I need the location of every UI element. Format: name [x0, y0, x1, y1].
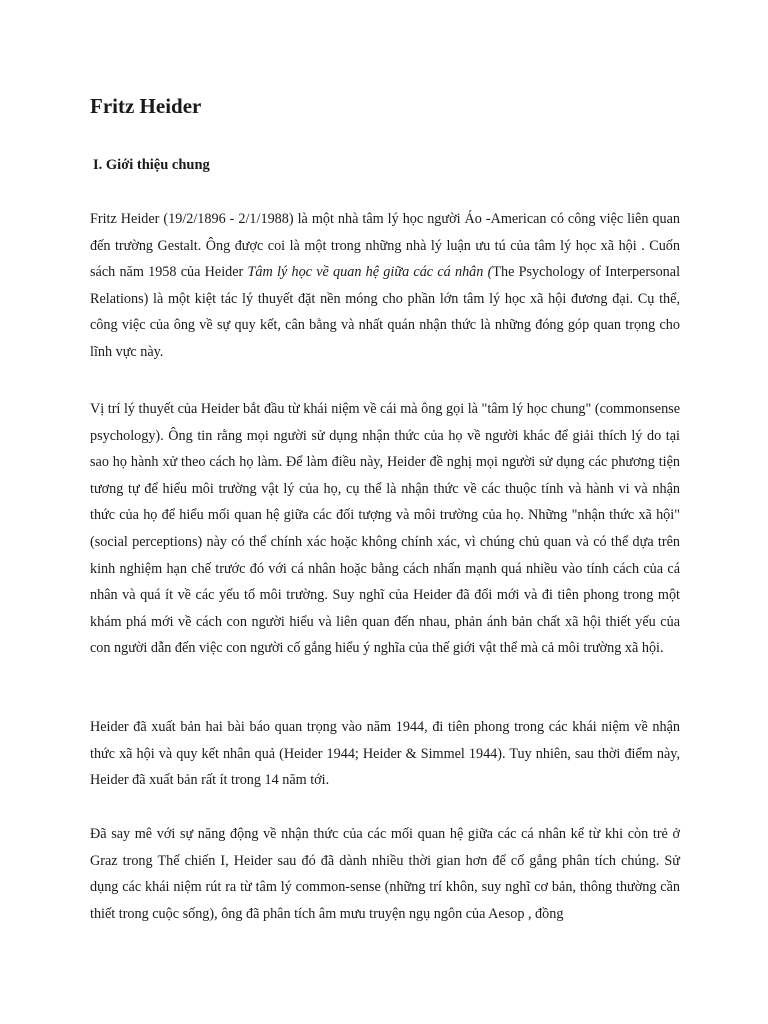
page-title: Fritz Heider	[90, 94, 202, 118]
section-heading: I. Giới thiệu chung	[93, 157, 210, 173]
book-title: Tâm lý học về quan hệ giữa các cá nhân (	[247, 264, 493, 281]
paragraph-commonsense: Vị trí lý thuyết của Heider bắt đầu từ khái niệm về cái mà ông gọi là "tâm lý học chung" (commonsense psychology). Ông tin rằng mọi người sử dụng nhận thức của họ về người khác để giải thích lý do tại sao họ hành xử theo cách họ làm. Để làm điều này, Heider đề nghị mọi người sử dụng các phương tiện tương tự để hiểu môi trường vật lý của họ, cụ thể là nhận thức về các thuộc tính và hành vi và nhận thức của họ để hiểu mối quan hệ giữa các đối tượng và môi trường của họ. Những "nhận thức xã hội" (social perceptions) này có thể chính xác hoặc không chính xác, vì chúng chủ quan và có thể dựa trên kinh nghiệm hạn chế trước đó với cá nhân hoặc bằng cách nhấn mạnh quá nhiều vào tính cách của cá nhân và quá ít về các yếu tố môi trường. Suy nghĩ của Heider đã đổi mới và đi tiên phong trong một khám phá mới về cách con người hiểu và liên quan đến nhau, phản ánh bản chất xã hội thiết yếu của con người dẫn đến việc con người cố gắng hiểu ý nghĩa của thế giới vật thể mà cả môi trường xã hội.	[90, 401, 680, 657]
paragraph-intro-text-cont: The Psychology of Interpersonal Relations) là một kiệt tác lý thuyết đặt nền móng cho phần lớn tâm lý học xã hội đương đại. Cụ thể, công việc của ông về sự quy kết, cân bằng và nhất quán nhận thức là những đóng góp quan trọng cho lĩnh vực này.	[90, 264, 681, 360]
paragraph-publications: Heider đã xuất bản hai bài báo quan trọng vào năm 1944, đi tiên phong trong các khái niệm về nhận thức xã hội và quy kết nhân quả (Heider 1944; Heider & Simmel 1944). Tuy nhiên, sau thời điểm này, Heider đã xuất bản rất ít trong 14 năm tới.	[90, 719, 680, 789]
paragraph-interpersonal: Đã say mê với sự năng động về nhận thức của các mối quan hệ giữa các cá nhân kể từ khi còn trẻ ở Graz trong Thế chiến I, Heider sau đó đã dành nhiều thời gian hơn để cố gắng phân tích chúng. Sử dụng các khái niệm rút ra từ tâm lý common-sense (những trí khôn, suy nghĩ cơ bản, thông thường cần thiết trong cuộc sống), ông đã phân tích âm mưu truyện ngụ ngôn của Aesop , đồng	[90, 826, 680, 922]
paragraph-intro	[90, 206, 680, 366]
paragraph-intro-text: Fritz Heider (19/2/1896 - 2/1/1988) là một nhà tâm lý học người Áo -American có công việc liên quan đến trường Gestalt. Ông được coi là một trong những nhà lý luận ưu tú của tâm lý học xã hội . Cuốn sách năm 1958 của Heider	[90, 211, 680, 281]
